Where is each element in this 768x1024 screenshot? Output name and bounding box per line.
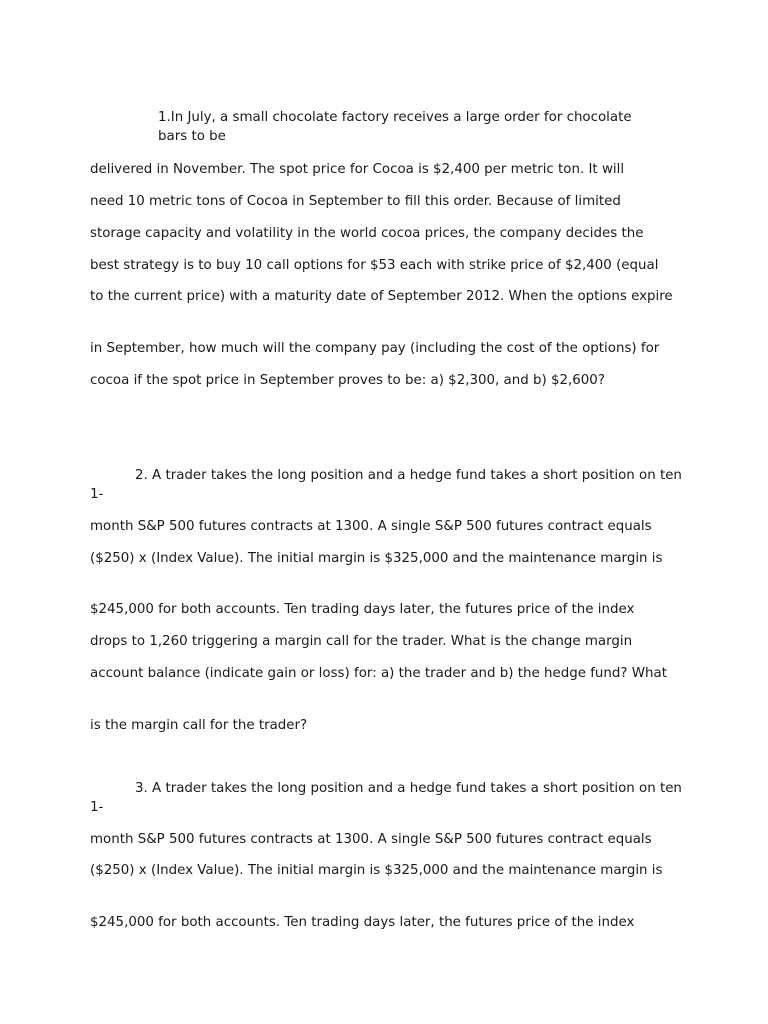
q1-line-3: need 10 metric tons of Cocoa in September to fill this order. Because of limited [90,194,621,209]
q1-line-4: storage capacity and volatility in the world cocoa prices, the company decides the [90,226,644,241]
q1-line-1: 1.In July, a small chocolate factory receives a large order for chocolate bars to be [158,110,632,144]
q2-line-7: is the margin call for the trader? [90,718,308,733]
q2-line-5: drops to 1,260 triggering a margin call for the trader. What is the change margin [90,634,633,649]
q3-line-2: month S&P 500 futures contracts at 1300. A single S&P 500 futures contract equals [90,832,652,847]
q1-line-7: in September, how much will the company pay (including the cost of the options) for [90,341,660,356]
q3-line-4: $245,000 for both accounts. Ten trading days later, the futures price of the index [90,915,635,930]
q2-line-6: account balance (indicate gain or loss) for: a) the trader and b) the hedge fund? What [90,666,667,681]
q2-line-1: 2. A trader takes the long position and a hedge fund takes a short position on ten 1- [90,468,682,502]
q1-line-5: best strategy is to buy 10 call options for $53 each with strike price of $2,400 (equal [90,258,659,273]
q2-line-2: month S&P 500 futures contracts at 1300. A single S&P 500 futures contract equals [90,519,652,534]
q1-line-6: to the current price) with a maturity date of September 2012. When the options expire [90,289,673,304]
q1-line-8: cocoa if the spot price in September proves to be: a) $2,300, and b) $2,600? [90,373,605,388]
q2-line-4: $245,000 for both accounts. Ten trading days later, the futures price of the index [90,602,635,617]
q2-line-3: ($250) x (Index Value). The initial margin is $325,000 and the maintenance margin is [90,551,663,566]
q1-line-2: delivered in November. The spot price for Cocoa is $2,400 per metric ton. It will [90,162,625,177]
q3-line-1: 3. A trader takes the long position and a hedge fund takes a short position on ten 1- [90,781,682,815]
q3-line-3: ($250) x (Index Value). The initial margin is $325,000 and the maintenance margin is [90,863,663,878]
